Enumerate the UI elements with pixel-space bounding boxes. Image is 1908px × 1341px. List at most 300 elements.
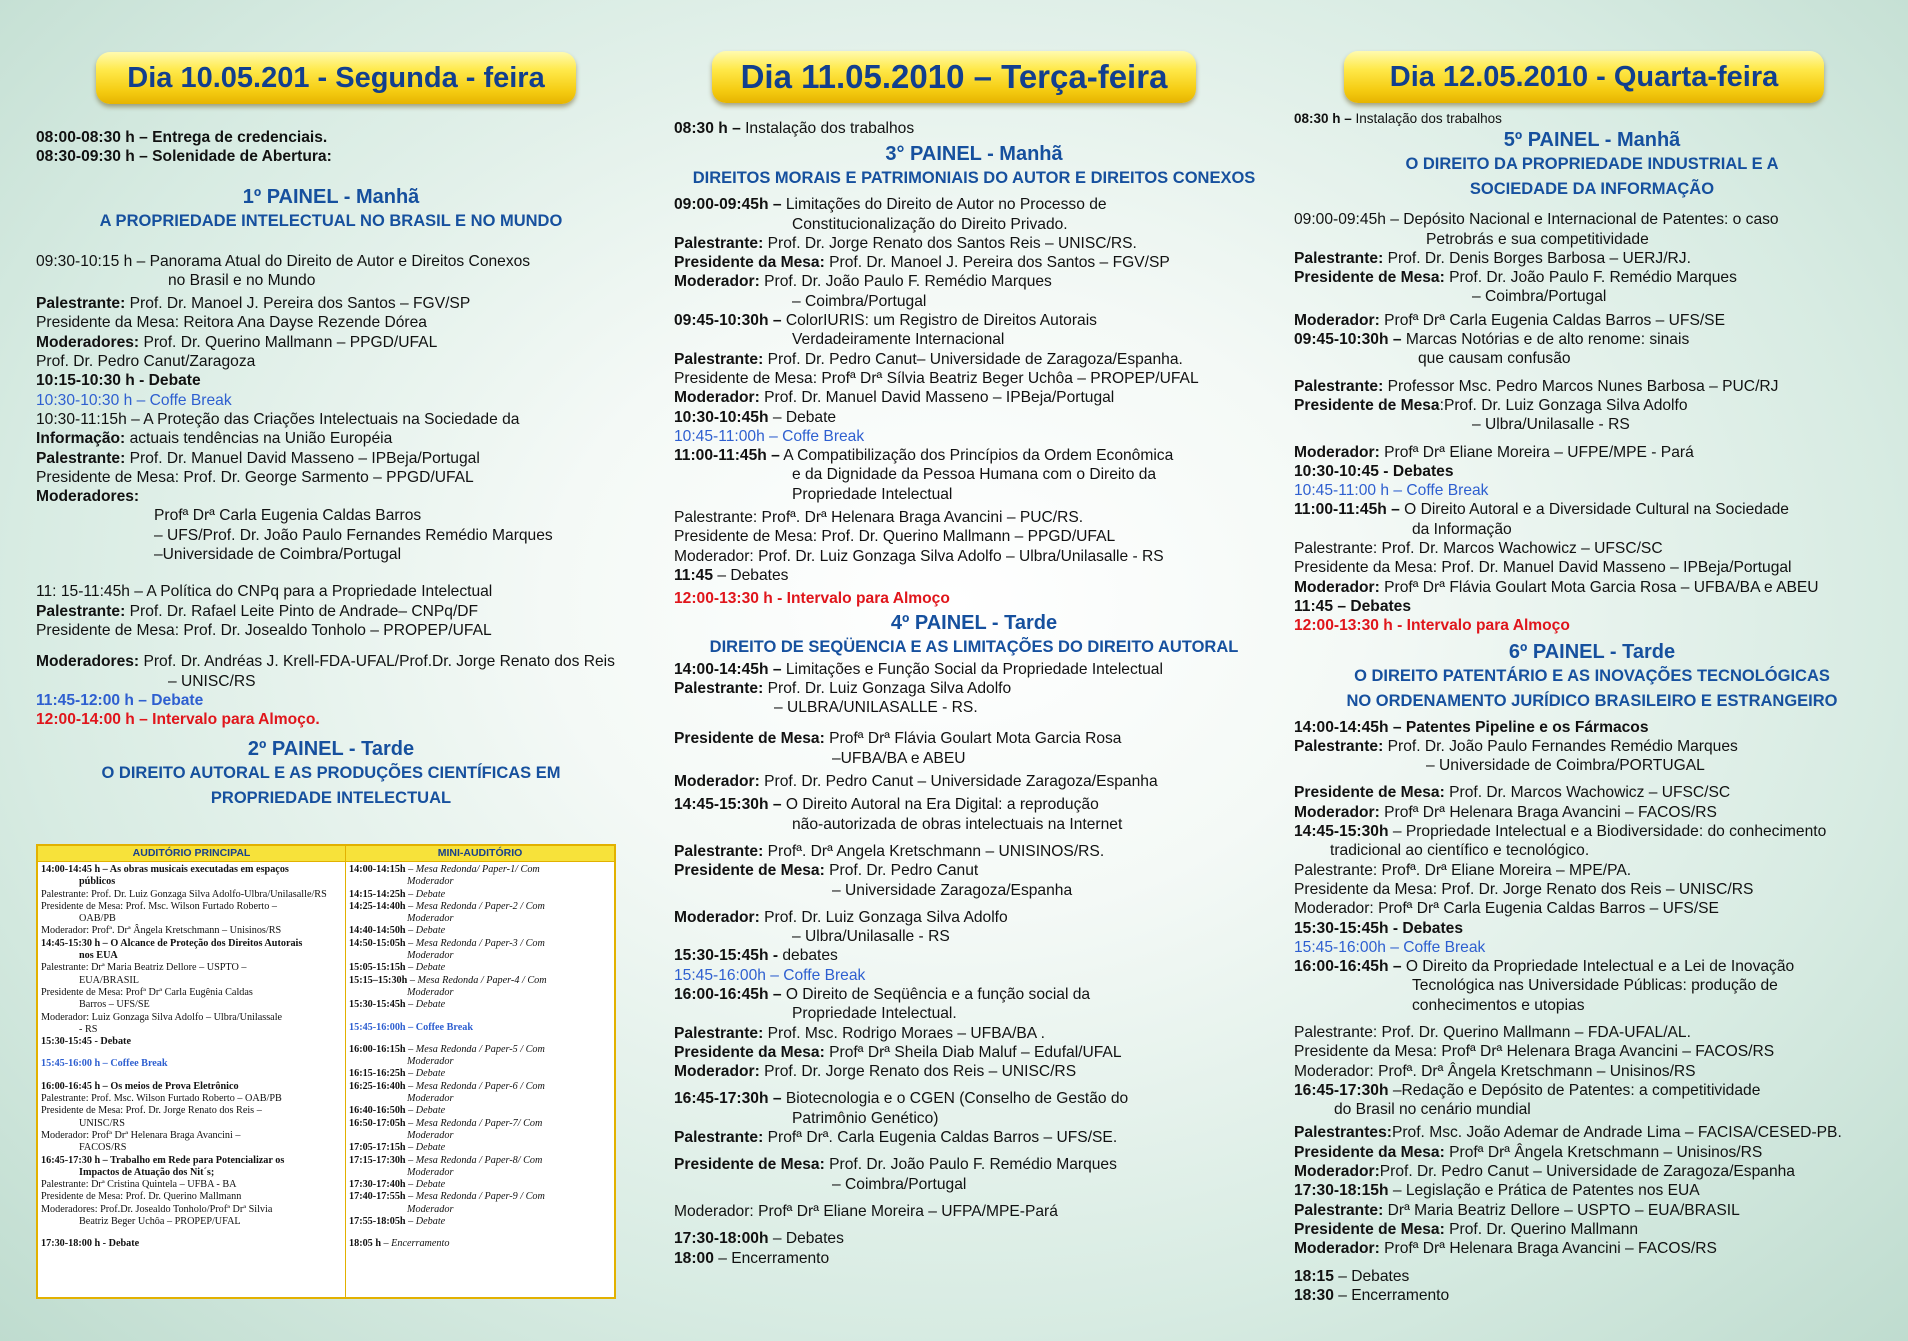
schedule-line xyxy=(674,1128,1274,1147)
line-label: 09:45-10:30h – xyxy=(674,312,782,330)
table-line-time: 17:55-18:05h xyxy=(349,1216,406,1228)
schedule-line: Presidente de Mesa: Prof. Dr. George Sarmento – PPGD/UFAL xyxy=(36,468,474,486)
table-header-main-auditorium: AUDITÓRIO PRINCIPAL xyxy=(38,846,346,862)
schedule-line: – Coimbra/Portugal xyxy=(792,292,927,310)
schedule-line xyxy=(674,311,1274,330)
table-line xyxy=(349,999,611,1011)
table-line xyxy=(349,975,611,987)
panel-title: 1º PAINEL - Manhã xyxy=(242,185,420,208)
panel-subtitle: PROPRIEDADE INTELECTUAL xyxy=(210,789,452,808)
schedule-line xyxy=(1294,268,1890,287)
line-label: Palestrante: xyxy=(1294,249,1384,267)
spacer xyxy=(349,1034,611,1044)
coffee-break-line xyxy=(36,391,626,410)
line-text: Profª Drª Helenara Braga Avancini – FACOS/RS xyxy=(1379,1240,1717,1258)
line-label: 17:30-18:15h xyxy=(1294,1182,1389,1200)
table-line-text: – Mesa Redonda / Paper-8/ Com xyxy=(405,1154,543,1166)
line-text: Profª Drª. Carla Eugenia Caldas Barros – UFS/SE. xyxy=(763,1129,1118,1147)
table-line: Presidente de Mesa: Profª Drª Carla Eugênia Caldas xyxy=(41,986,253,998)
line-label: Presidente de Mesa: xyxy=(1294,784,1445,802)
line-text: Prof. Dr. Pedro Canut – Universidade de Zaragoza/Espanha xyxy=(1379,1163,1795,1181)
schedule-line: – Coimbra/Portugal xyxy=(1472,288,1607,306)
line-label: Informação: xyxy=(36,430,126,448)
schedule-line: do Brasil no cenário mundial xyxy=(1334,1101,1531,1119)
line-label: Moderador: xyxy=(1294,578,1380,596)
line-text: Prof. Dr. João Paulo F. Remédio Marques xyxy=(1444,269,1737,287)
schedule-line: 10:30-11:15h – A Proteção das Criações Intelectuais na Sociedade da xyxy=(36,410,520,428)
line-text: actuais tendências na União Européia xyxy=(125,430,393,448)
table-line: Beatriz Beger Uchôa – PROPEP/UFAL xyxy=(79,1216,241,1228)
line-label: Moderador: xyxy=(674,389,760,407)
schedule-line xyxy=(1294,396,1890,415)
schedule-line xyxy=(674,861,1274,880)
schedule-line: Palestrante: Prof. Dr. Marcos Wachowicz – UFSC/SC xyxy=(1294,540,1663,558)
schedule-line xyxy=(674,408,1274,427)
panel-title: 4º PAINEL - Tarde xyxy=(890,611,1058,634)
line-label: Presidente de Mesa xyxy=(1294,396,1440,414)
schedule-line: Patrimônio Genético) xyxy=(792,1109,939,1127)
schedule-line: da Informação xyxy=(1412,520,1512,538)
lunch-break-line: 12:00-13:30 h - Intervalo para Almoço xyxy=(1294,617,1570,635)
line-label: 14:00-14:45h – xyxy=(674,660,782,678)
table-line: 15:30-15:45 - Debate xyxy=(41,1036,131,1048)
line-text: – Debate xyxy=(768,408,837,426)
schedule-line: – Universidade de Coimbra/PORTUGAL xyxy=(1426,757,1705,775)
table-line-text: – Debate xyxy=(405,1179,446,1191)
line-text: Marcas Notórias e de alto renome: sinais xyxy=(1401,331,1690,349)
schedule-line xyxy=(36,333,626,352)
line-label: 18:15 xyxy=(1294,1267,1334,1285)
table-line: Moderador: Profª Drª Helenara Braga Avancini – xyxy=(41,1129,241,1141)
table-line-text: – Mesa Redonda / Paper-9 / Com xyxy=(405,1191,545,1203)
lunch-break-line: 12:00-13:30 h - Intervalo para Almoço xyxy=(674,590,950,608)
table-line-time: 16:50-17:05h xyxy=(349,1117,406,1129)
table-line: Moderador xyxy=(407,1203,454,1215)
schedule-line xyxy=(674,908,1274,927)
table-line-text: – Debate xyxy=(405,1216,446,1228)
table-line-text: – Debate xyxy=(405,888,446,900)
table-line: 15:45-16:00 h – Coffee Break xyxy=(41,1058,168,1070)
panel-subtitle: DIREITO DE SEQÜENCIA E AS LIMITAÇÕES DO DIREITO AUTORAL xyxy=(709,637,1239,656)
table-line-text: – Encerramento xyxy=(380,1238,450,1250)
schedule-line xyxy=(674,119,1274,138)
panel-title: 2º PAINEL - Tarde xyxy=(247,738,415,761)
schedule-line xyxy=(1294,500,1890,519)
line-label: Moderador: xyxy=(1294,1163,1380,1181)
line-text: Prof. Dr. Jorge Renato dos Santos Reis – UNISC/RS. xyxy=(763,234,1137,252)
table-line xyxy=(349,1191,611,1203)
schedule-line xyxy=(674,350,1274,369)
table-line xyxy=(349,889,611,901)
table-line-text: – Mesa Redonda / Paper-7/ Com xyxy=(405,1117,543,1129)
spacer xyxy=(36,640,626,652)
spacer xyxy=(1294,369,1890,377)
table-line-time: 14:15-14:25h xyxy=(349,888,406,900)
spacer xyxy=(41,1071,342,1081)
table-line: Palestrante: Drª Cristina Quintela – UFBA - BA xyxy=(41,1179,237,1191)
schedule-line: Profª Drª Carla Eugenia Caldas Barros xyxy=(154,507,422,525)
spacer xyxy=(36,167,626,185)
schedule-line xyxy=(36,429,626,448)
schedule-line xyxy=(674,1043,1274,1062)
spacer xyxy=(36,234,626,252)
lunch-break-line: 12:00-14:00 h – Intervalo para Almoço. xyxy=(36,711,320,729)
table-line-time: 16:25-16:40h xyxy=(349,1080,406,1092)
spacer xyxy=(674,834,1274,842)
line-text: Prof. Dr. João Paulo F. Remédio Marques xyxy=(759,273,1052,291)
schedule-line: – ULBRA/UNILASALLE - RS. xyxy=(774,699,978,717)
table-line: Barros – UFS/SE xyxy=(79,999,150,1011)
schedule-line xyxy=(36,602,626,621)
day-3-banner: Dia 12.05.2010 - Quarta-feira xyxy=(1344,51,1824,103)
schedule-line xyxy=(674,985,1274,1004)
line-label: Palestrante: xyxy=(674,234,764,252)
table-line xyxy=(349,1044,611,1056)
schedule-line: Verdadeiramente Internacional xyxy=(792,331,1005,349)
table-line-time: 17:15-17:30h xyxy=(349,1154,406,1166)
spacer xyxy=(41,1228,342,1238)
line-label: 11:45 xyxy=(674,566,714,584)
table-line: 16:00-16:45 h – Os meios de Prova Eletrônico xyxy=(41,1080,239,1092)
line-label: Palestrante: xyxy=(1294,377,1384,395)
line-label: Palestrante: xyxy=(36,295,126,313)
line-text: Prof. Dr. Rafael Leite Pinto de Andrade– CNPq/DF xyxy=(125,602,479,620)
table-line: Moderador xyxy=(407,913,454,925)
table-line: Moderadores: Prof.Dr. Josealdo Tonholo/Profª Drª Silvia xyxy=(41,1203,273,1215)
spacer xyxy=(674,1147,1274,1155)
spacer xyxy=(674,717,1274,729)
line-text: debates xyxy=(778,947,838,965)
line-text: Instalação dos trabalhos xyxy=(1351,111,1502,126)
table-line-text: – Mesa Redonda / Paper-3 / Com xyxy=(405,937,545,949)
schedule-line: 09:30-10:15 h – Panorama Atual do Direito de Autor e Direitos Conexos xyxy=(36,252,531,270)
table-line-time: 16:40-16:50h xyxy=(349,1105,406,1117)
schedule-line xyxy=(674,1024,1274,1043)
table-line: Moderador xyxy=(407,986,454,998)
schedule-line xyxy=(1294,783,1890,802)
day-2-schedule xyxy=(674,119,1274,1268)
line-text: Prof. Dr. Manuel David Masseno – IPBeja/Portugal xyxy=(125,449,480,467)
schedule-line: 08:00-08:30 h – Entrega de credenciais. xyxy=(36,129,328,146)
line-label: 18:30 xyxy=(1294,1286,1334,1304)
line-text: Prof. Dr. Denis Borges Barbosa – UERJ/RJ. xyxy=(1383,249,1691,267)
schedule-line xyxy=(674,772,1274,791)
line-text: Profª Drª Flávia Goulart Mota Garcia Rosa – UFBA/BA e ABEU xyxy=(1379,578,1819,596)
line-label: Palestrante: xyxy=(36,449,126,467)
line-text: Prof. Dr. Querino Mallmann xyxy=(1444,1220,1639,1238)
schedule-line xyxy=(1294,1201,1890,1220)
table-line-text: – Mesa Redonda / Paper-4 / Com xyxy=(407,974,547,986)
table-line xyxy=(349,1238,611,1250)
schedule-line xyxy=(1294,578,1890,597)
table-line: Presidente de Mesa: Prof. Msc. Wilson Furtado Roberto – xyxy=(41,900,277,912)
panel-title: 6º PAINEL - Tarde xyxy=(1508,640,1676,663)
line-label: 09:00-09:45h – xyxy=(674,196,782,214)
day-3-schedule xyxy=(1294,109,1890,1305)
schedule-line: – Ulbra/Unilasalle - RS xyxy=(792,928,950,946)
schedule-line: Presidente de Mesa: Profª Drª Sílvia Beatriz Beger Uchôa – PROPEP/UFAL xyxy=(674,369,1199,387)
panel-title: 3° PAINEL - Manhã xyxy=(885,143,1063,166)
schedule-line xyxy=(674,1062,1274,1081)
line-label: Palestrante: xyxy=(1294,1201,1384,1219)
table-line-text: – Debate xyxy=(405,925,446,937)
day-1-schedule xyxy=(36,128,626,811)
line-text: ColorIURIS: um Registro de Direitos Autorais xyxy=(781,312,1097,330)
line-text: Prof. Dr. Manoel J. Pereira dos Santos – FGV/SP xyxy=(824,254,1170,272)
line-label: 10:30-10:30 h xyxy=(36,391,133,409)
line-label: Moderador: xyxy=(1294,1240,1380,1258)
schedule-line xyxy=(674,234,1274,253)
schedule-line: 10:15-10:30 h - Debate xyxy=(36,372,201,390)
line-label: 16:00-16:45h – xyxy=(1294,958,1402,976)
line-text: :Prof. Dr. Luiz Gonzaga Silva Adolfo xyxy=(1439,396,1688,414)
table-line xyxy=(349,1155,611,1167)
line-text: Profª Drª Helenara Braga Avancini – FACOS/RS xyxy=(1379,803,1717,821)
line-text: Prof. Dr. Luiz Gonzaga Silva Adolfo xyxy=(763,679,1012,697)
table-line: Presidente de Mesa: Prof. Dr. Jorge Renato dos Reis – xyxy=(41,1105,262,1117)
schedule-line: e da Dignidade da Pessoa Humana com o Direito da xyxy=(792,466,1157,484)
schedule-line: –UFBA/BA e ABEU xyxy=(832,749,966,767)
schedule-line xyxy=(1294,822,1890,841)
table-line-time: 14:00-14:15h xyxy=(349,864,406,875)
schedule-line: Propriedade Intelectual xyxy=(792,485,953,503)
schedule-line xyxy=(674,842,1274,861)
table-line: OAB/PB xyxy=(79,913,116,925)
schedule-line: Propriedade Intelectual. xyxy=(792,1005,957,1023)
table-line: Moderador: Profª. Drª Ângela Kretschmann – Unisinos/RS xyxy=(41,925,282,937)
table-header-mini-auditorium: MINI-AUDITÓRIO xyxy=(346,846,614,862)
table-line-text: – Debate xyxy=(405,1068,446,1080)
line-text: Profª Drª Ângela Kretschmann – Unisinos/RS xyxy=(1444,1143,1763,1161)
line-text: – Encerramento xyxy=(1333,1286,1450,1304)
line-label: Palestrante: xyxy=(674,679,764,697)
table-line: Moderador xyxy=(407,1093,454,1105)
line-label: Moderador: xyxy=(674,273,760,291)
table-line: FACOS/RS xyxy=(79,1142,127,1154)
spacer xyxy=(349,1012,611,1022)
line-label: Presidente da Mesa: xyxy=(674,254,825,272)
table-line: nos EUA xyxy=(79,950,118,962)
schedule-line xyxy=(1294,1143,1890,1162)
table-line-time: 14:50-15:05h xyxy=(349,937,406,949)
coffee-break-line: 10:45-11:00 h – Coffe Break xyxy=(1294,482,1489,500)
schedule-line: tradicional ao científico e tecnológico. xyxy=(1330,842,1590,860)
schedule-line xyxy=(1294,1267,1890,1286)
line-label: 16:45-17:30h – xyxy=(674,1090,782,1108)
line-label: Moderador: xyxy=(1294,443,1380,461)
table-line xyxy=(349,938,611,950)
line-text: A Compatibilização dos Princípios da Ordem Econômica xyxy=(779,447,1174,465)
line-label: 14:45-15:30h – xyxy=(674,796,782,814)
schedule-line: 08:30-09:30 h – Solenidade de Abertura: xyxy=(36,148,332,166)
table-line-time: 17:05-17:15h xyxy=(349,1142,406,1154)
schedule-line: –Universidade de Coimbra/Portugal xyxy=(154,546,402,564)
table-line xyxy=(349,901,611,913)
line-text: Instalação dos trabalhos xyxy=(740,120,915,137)
line-label: 09:45-10:30h – xyxy=(1294,331,1402,349)
schedule-line xyxy=(674,388,1274,407)
schedule-line: Presidente de Mesa: Prof. Dr. Querino Mallmann – PPGD/UFAL xyxy=(674,528,1116,546)
line-text: Biotecnologia e o CGEN (Conselho de Gestão do xyxy=(781,1090,1129,1108)
line-text: – Propriedade Intelectual e a Biodiversidade: do conhecimento xyxy=(1388,823,1827,841)
schedule-line xyxy=(1294,1081,1890,1100)
schedule-line xyxy=(674,729,1274,748)
schedule-line: – Universidade Zaragoza/Espanha xyxy=(832,881,1073,899)
spacer xyxy=(674,1194,1274,1202)
schedule-line: não-autorizada de obras intelectuais na Internet xyxy=(792,815,1123,833)
line-label: Moderador: xyxy=(1294,311,1380,329)
panel-subtitle: DIREITOS MORAIS E PATRIMONIAIS DO AUTOR E DIREITOS CONEXOS xyxy=(692,169,1256,188)
table-line-text: – Mesa Redonda/ Paper-1/ Com xyxy=(405,864,540,875)
table-line-text: – Mesa Redonda / Paper-5 / Com xyxy=(405,1043,545,1055)
table-line: Palestrante: Prof. Msc. Wilson Furtado Roberto – OAB/PB xyxy=(41,1093,282,1105)
schedule-line xyxy=(1294,1181,1890,1200)
table-line: 16:45-17:30 h – Trabalho em Rede para Potencializar os xyxy=(41,1154,285,1166)
line-text: – Encerramento xyxy=(713,1249,830,1267)
schedule-line xyxy=(674,1155,1274,1174)
schedule-line: 11:45-12:00 h – Debate xyxy=(36,691,204,709)
spacer xyxy=(674,1081,1274,1089)
line-text: Prof. Dr. Andréas J. Krell-FDA-UFAL/Prof.Dr. Jorge Renato dos Reis xyxy=(139,653,615,671)
schedule-line xyxy=(674,195,1274,214)
line-text: Prof. Dr. Pedro Canut – Universidade Zaragoza/Espanha xyxy=(759,773,1158,791)
panel-subtitle: O DIREITO DA PROPRIEDADE INDUSTRIAL E A xyxy=(1405,155,1779,174)
table-line-time: 15:15–15:30h xyxy=(349,974,408,986)
schedule-line: – UFS/Prof. Dr. João Paulo Fernandes Remédio Marques xyxy=(154,526,553,544)
schedule-line: que causam confusão xyxy=(1418,350,1571,368)
table-line xyxy=(349,1068,611,1080)
line-text: Prof. Dr. João Paulo Fernandes Remédio Marques xyxy=(1383,737,1738,755)
line-label: Moderador: xyxy=(1294,803,1380,821)
table-line-time: 15:05-15:15h xyxy=(349,962,406,974)
line-label: Palestrante: xyxy=(674,842,764,860)
line-label: Palestrante: xyxy=(1294,737,1384,755)
table-line-time: 15:30-15:45h xyxy=(349,999,406,1011)
schedule-line xyxy=(674,1089,1274,1108)
line-label: 15:30-15:45h - xyxy=(674,947,779,965)
spacer xyxy=(1294,202,1890,210)
schedule-line: 14:00-14:45h – Patentes Pipeline e os Fármacos xyxy=(1294,718,1649,736)
table-line: Moderador xyxy=(407,950,454,962)
table-line-text: – Mesa Redonda / Paper-2 / Com xyxy=(405,900,545,912)
spacer xyxy=(674,900,1274,908)
table-line: - RS xyxy=(79,1023,98,1035)
spacer xyxy=(1294,435,1890,443)
schedule-line: Moderador: Profª Drª Carla Eugenia Caldas Barros – UFS/SE xyxy=(1294,900,1719,918)
coffee-break-line: 15:45-16:00h – Coffe Break xyxy=(674,966,866,984)
table-line-time: 18:05 h xyxy=(349,1238,381,1250)
spacer xyxy=(41,1048,342,1058)
line-text: O Direito Autoral e a Diversidade Cultural na Sociedade xyxy=(1399,501,1789,519)
table-line: Moderador xyxy=(407,1166,454,1178)
line-text: O Direito da Propriedade Intelectual e a Lei de Inovação xyxy=(1401,958,1795,976)
line-text: Prof. Dr. Manuel David Masseno – IPBeja/Portugal xyxy=(759,389,1115,407)
panel-subtitle: O DIREITO PATENTÁRIO E AS INOVAÇÕES TECNOLÓGICAS xyxy=(1354,666,1830,685)
afternoon-program-table xyxy=(36,844,616,1299)
spacer xyxy=(1294,1259,1890,1267)
table-line: EUA/BRASIL xyxy=(79,974,139,986)
schedule-line xyxy=(674,272,1274,291)
schedule-line: conhecimentos e utopias xyxy=(1412,996,1585,1014)
line-text: – Legislação e Prática de Patentes nos EUA xyxy=(1388,1182,1700,1200)
schedule-line xyxy=(674,679,1274,698)
table-line: Palestrante: Drª Maria Beatriz Dellore – USPTO – xyxy=(41,962,247,974)
schedule-line xyxy=(1294,330,1890,349)
table-line xyxy=(349,925,611,937)
schedule-line: 09:00-09:45h – Depósito Nacional e Internacional de Patentes: o caso xyxy=(1294,211,1779,229)
line-text: Profª Drª Sheila Diab Maluf – Edufal/UFAL xyxy=(824,1043,1122,1061)
schedule-line: – Coimbra/Portugal xyxy=(832,1175,967,1193)
day-1-column xyxy=(36,0,626,1341)
line-label: Moderador: xyxy=(674,908,760,926)
table-line-time: 16:15-16:25h xyxy=(349,1068,406,1080)
spacer xyxy=(349,1228,611,1238)
line-label: Moderador: xyxy=(674,773,760,791)
schedule-line xyxy=(674,446,1274,465)
line-text: Prof. Dr. João Paulo F. Remédio Marques xyxy=(824,1156,1117,1174)
schedule-line xyxy=(1294,803,1890,822)
line-label: 16:45-17:30h xyxy=(1294,1081,1389,1099)
line-text: O Direito Autoral na Era Digital: a reprodução xyxy=(781,796,1099,814)
schedule-line: 11: 15-11:45h – A Política do CNPq para a Propriedade Intelectual xyxy=(36,583,493,601)
schedule-line xyxy=(1294,1162,1890,1181)
schedule-line: 11:45 – Debates xyxy=(1294,597,1412,615)
line-label: Presidente de Mesa: xyxy=(674,862,825,880)
line-label: Palestrante: xyxy=(674,1024,764,1042)
table-line xyxy=(349,1179,611,1191)
schedule-line: – Ulbra/Unilasalle - RS xyxy=(1472,416,1630,434)
line-label: 11:00-11:45h – xyxy=(1294,501,1400,519)
line-label: 17:30-18:00h xyxy=(674,1230,769,1248)
line-text: Prof. Dr. Jorge Renato dos Reis – UNISC/RS xyxy=(759,1063,1077,1081)
table-line-text: – Debate xyxy=(405,962,446,974)
schedule-line: Tecnológica nas Universidade Públicas: produção de xyxy=(1412,977,1778,995)
line-text: O Direito de Seqüência e a função social da xyxy=(781,985,1091,1003)
line-text: Profª Drª Flávia Goulart Mota Garcia Rosa xyxy=(824,730,1122,748)
schedule-line xyxy=(1294,1286,1890,1305)
line-text: Limitações e Função Social da Propriedade Intelectual xyxy=(781,660,1163,678)
table-line: Moderador xyxy=(407,1056,454,1068)
table-line: públicos xyxy=(79,876,116,888)
table-line-text: – Debate xyxy=(405,1142,446,1154)
schedule-line xyxy=(674,566,1274,585)
spacer xyxy=(1294,1015,1890,1023)
schedule-line: Prof. Dr. Pedro Canut/Zaragoza xyxy=(36,353,256,371)
spacer xyxy=(36,564,626,582)
table-line: UNISC/RS xyxy=(79,1117,125,1129)
table-line-time: 14:40-14:50h xyxy=(349,925,406,937)
line-label: Moderador: xyxy=(674,1063,760,1081)
schedule-line: – UNISC/RS xyxy=(168,672,256,690)
table-line xyxy=(349,1216,611,1228)
line-label: Palestrante: xyxy=(674,350,764,368)
table-line: Palestrante: Prof. Dr. Luiz Gonzaga Silva Adolfo-Ulbra/Unilasalle/RS xyxy=(41,888,327,900)
line-label: 18:00 xyxy=(674,1249,714,1267)
table-line-text: – Mesa Redonda / Paper-6 / Com xyxy=(405,1080,545,1092)
line-label: 08:30 h – xyxy=(674,120,741,137)
line-label: Presidente de Mesa: xyxy=(1294,1220,1445,1238)
schedule-line: 10:30-10:45 - Debates xyxy=(1294,462,1454,480)
table-line: 17:30-18:00 h - Debate xyxy=(41,1238,140,1250)
schedule-line xyxy=(1294,1123,1890,1142)
schedule-line: Presidente da Mesa: Prof. Dr. Jorge Renato dos Reis – UNISC/RS xyxy=(1294,880,1754,898)
schedule-line: Presidente da Mesa: Reitora Ana Dayse Rezende Dórea xyxy=(36,314,427,332)
schedule-line xyxy=(36,449,626,468)
schedule-line: Moderador: Profª Drª Eliane Moreira – UFPA/MPE-Pará xyxy=(674,1202,1058,1220)
schedule-line: Moderador: Prof. Dr. Luiz Gonzaga Silva Adolfo – Ulbra/Unilasalle - RS xyxy=(674,547,1164,565)
schedule-line: Presidente da Mesa: Prof. Dr. Manuel David Masseno – IPBeja/Portugal xyxy=(1294,559,1792,577)
schedule-line xyxy=(674,795,1274,814)
